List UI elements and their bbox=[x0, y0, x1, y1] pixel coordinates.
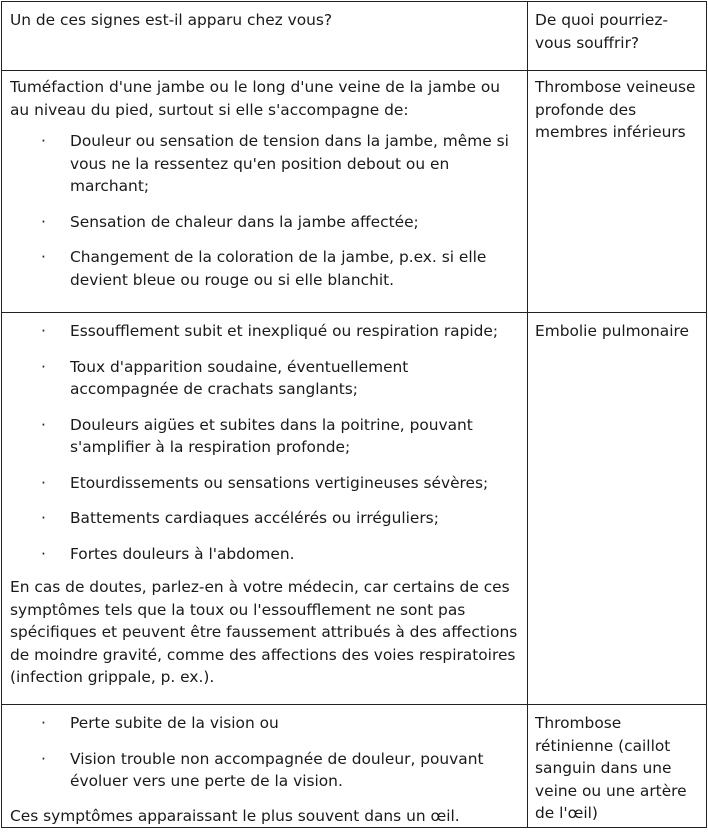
list-item bbox=[10, 748, 519, 793]
bullet-icon: · bbox=[41, 212, 46, 231]
symptom-list bbox=[10, 712, 519, 793]
symptom-text: Douleur ou sensation de tension dans la jambe, même si vous ne la ressentez qu'en position debout ou en marchant; bbox=[70, 132, 509, 195]
bullet-icon: · bbox=[41, 415, 46, 434]
bullet-icon: · bbox=[41, 509, 46, 527]
symptoms-cell bbox=[2, 313, 528, 705]
header-condition: De quoi pourriez-vous souffrir? bbox=[528, 2, 707, 71]
symptom-text: Changement de la coloration de la jambe, p.ex. si elle devient bleue ou rouge ou si elle blanchit. bbox=[70, 248, 487, 289]
bullet-icon: · bbox=[41, 473, 46, 492]
bullet-icon: · bbox=[41, 132, 46, 150]
list-item bbox=[10, 507, 519, 530]
symptoms-note: Ces symptômes apparaissant le plus souvent dans un œil. bbox=[10, 806, 460, 825]
bullet-icon: · bbox=[41, 544, 46, 563]
list-item bbox=[10, 543, 519, 566]
symptom-text: Toux d'apparition soudaine, éventuellement accompagnée de crachats sanglants; bbox=[70, 357, 409, 398]
bullet-icon: · bbox=[41, 749, 46, 768]
bullet-icon: · bbox=[41, 714, 46, 732]
list-item bbox=[10, 130, 519, 198]
header-row bbox=[2, 2, 707, 71]
symptom-text: Vision trouble non accompagnée de douleur, pouvant évoluer vers une perte de la vision. bbox=[70, 749, 484, 790]
symptoms-cell bbox=[2, 705, 528, 828]
table-row bbox=[2, 705, 707, 828]
symptom-text: Sensation de chaleur dans la jambe affectée; bbox=[70, 212, 419, 231]
bullet-icon: · bbox=[41, 248, 46, 266]
symptoms-cell bbox=[2, 71, 528, 313]
list-item bbox=[10, 211, 519, 234]
list-item bbox=[10, 712, 519, 735]
condition-cell: Thrombose veineuse profonde des membres inférieurs bbox=[528, 71, 707, 313]
condition-cell: Thrombose rétinienne (caillot sanguin dans une veine ou une artère de l'œil) bbox=[528, 705, 707, 828]
symptoms-intro: Tuméfaction d'une jambe ou le long d'une veine de la jambe ou au niveau du pied, surtout si elle s'accompagne de: bbox=[10, 78, 501, 119]
symptom-text: Battements cardiaques accélérés ou irréguliers; bbox=[70, 509, 439, 527]
list-item bbox=[10, 472, 519, 495]
list-item bbox=[10, 246, 519, 291]
symptoms-note: En cas de doutes, parlez-en à votre médecin, car certains de ces symptômes tels que la toux ou l'essoufflement ne sont pas spécifiques et peuvent être faussement attribués à des affections de moindre gravité, comme des affections des voies respiratoires (infection grippale, p. ex.). bbox=[10, 578, 518, 686]
symptom-text: Douleurs aigües et subites dans la poitrine, pouvant s'amplifier à la respiration profonde; bbox=[70, 415, 473, 456]
bullet-icon: · bbox=[41, 322, 46, 340]
header-symptoms: Un de ces signes est-il apparu chez vous? bbox=[2, 2, 528, 71]
list-item bbox=[10, 356, 519, 401]
symptom-list bbox=[10, 320, 519, 565]
symptom-list bbox=[10, 130, 519, 291]
symptoms-table bbox=[1, 1, 707, 828]
list-item bbox=[10, 320, 519, 343]
symptom-text: Essoufflement subit et inexpliqué ou respiration rapide; bbox=[70, 322, 499, 340]
symptom-text: Etourdissements ou sensations vertigineuses sévères; bbox=[70, 473, 489, 492]
list-item bbox=[10, 414, 519, 459]
table-row bbox=[2, 71, 707, 313]
symptom-text: Perte subite de la vision ou bbox=[70, 714, 279, 732]
bullet-icon: · bbox=[41, 357, 46, 376]
table-row bbox=[2, 313, 707, 705]
symptom-text: Fortes douleurs à l'abdomen. bbox=[70, 544, 295, 563]
condition-cell: Embolie pulmonaire bbox=[528, 313, 707, 705]
